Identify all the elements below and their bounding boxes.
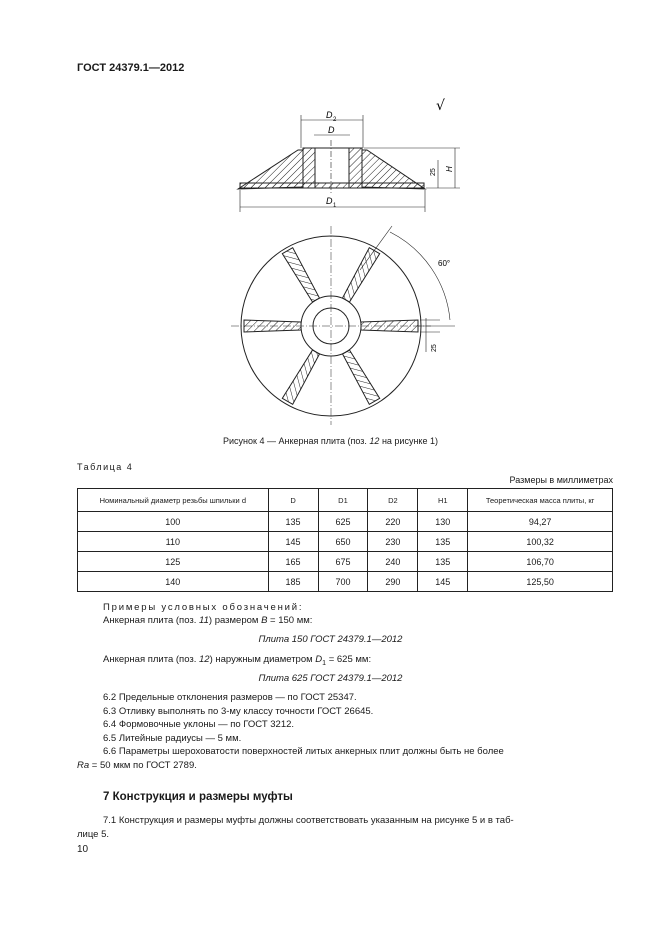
table-units: Размеры в миллиметрах xyxy=(509,475,613,485)
clause-6-3: 6.3 Отливку выполнять по 3-му классу точности ГОСТ 26645. xyxy=(103,706,374,717)
designation-1: Плита 150 ГОСТ 24379.1—2012 xyxy=(258,634,403,645)
header-cell: D xyxy=(268,489,318,512)
clause-6-6-cont: Ra = 50 мкм по ГОСТ 2789. xyxy=(77,760,197,771)
table-row: 110 145 650 230 135 100,32 xyxy=(78,532,613,552)
clause-6-6: 6.6 Параметры шероховатости поверхностей литых анкерных плит должны быть не более xyxy=(103,746,504,757)
clause-7-1: 7.1 Конструкция и размеры муфты должны соответствовать указанным на рисунке 5 и в таб- xyxy=(103,815,514,826)
header-cell: H1 xyxy=(418,489,468,512)
label-d1: D xyxy=(326,196,333,206)
document-header: ГОСТ 24379.1—2012 xyxy=(77,62,185,74)
clause-6-2: 6.2 Предельные отклонения размеров — по ГОСТ 25347. xyxy=(103,692,357,703)
section-heading: 7 Конструкция и размеры муфты xyxy=(103,791,293,803)
rib xyxy=(361,320,418,332)
header-cell: Теоретическая масса плиты, кг xyxy=(468,489,613,512)
label-d2: D xyxy=(326,110,333,120)
figure-caption: Рисунок 4 — Анкерная плита (поз. 12 на рисунке 1) xyxy=(223,436,438,446)
table-row: 140 185 700 290 145 125,50 xyxy=(78,572,613,592)
table-row: 100 135 625 220 130 94,27 xyxy=(78,512,613,532)
label-d2-sub: 2 xyxy=(333,117,337,123)
clause-7-1-cont: лице 5. xyxy=(77,829,110,840)
table-row: 125 165 675 240 135 106,70 xyxy=(78,552,613,572)
label-d: D xyxy=(328,125,335,135)
example-line-1: Анкерная плита (поз. 11) размером B = 150 мм: xyxy=(103,615,313,626)
dimensions-table xyxy=(77,488,613,592)
table-label: Таблица 4 xyxy=(77,462,134,472)
anchor-plate-drawing xyxy=(225,85,465,425)
page-number: 10 xyxy=(77,844,89,855)
header-cell: D1 xyxy=(318,489,368,512)
examples-title: Примеры условных обозначений: xyxy=(103,602,304,613)
header-cell: Номинальный диаметр резьбы шпильки d xyxy=(78,489,269,512)
label-angle: 60° xyxy=(438,259,451,268)
designation-2: Плита 625 ГОСТ 24379.1—2012 xyxy=(258,673,403,684)
label-25-bottom: 25 xyxy=(431,344,438,352)
clause-6-5: 6.5 Литейные радиусы — 5 мм. xyxy=(103,733,242,744)
roughness-symbol: √ xyxy=(436,98,445,114)
label-h: H xyxy=(445,166,454,172)
table-header-row xyxy=(78,489,613,512)
plan-view xyxy=(231,226,455,425)
header-cell: D2 xyxy=(368,489,418,512)
clause-6-4: 6.4 Формовочные уклоны — по ГОСТ 3212. xyxy=(103,719,295,730)
section-view xyxy=(238,115,460,212)
label-25-top: 25 xyxy=(430,168,437,176)
example-line-2: Анкерная плита (поз. 12) наружным диаметром $D_1 = 625$ мм: xyxy=(103,654,372,667)
label-d1-sub: 1 xyxy=(333,203,337,209)
